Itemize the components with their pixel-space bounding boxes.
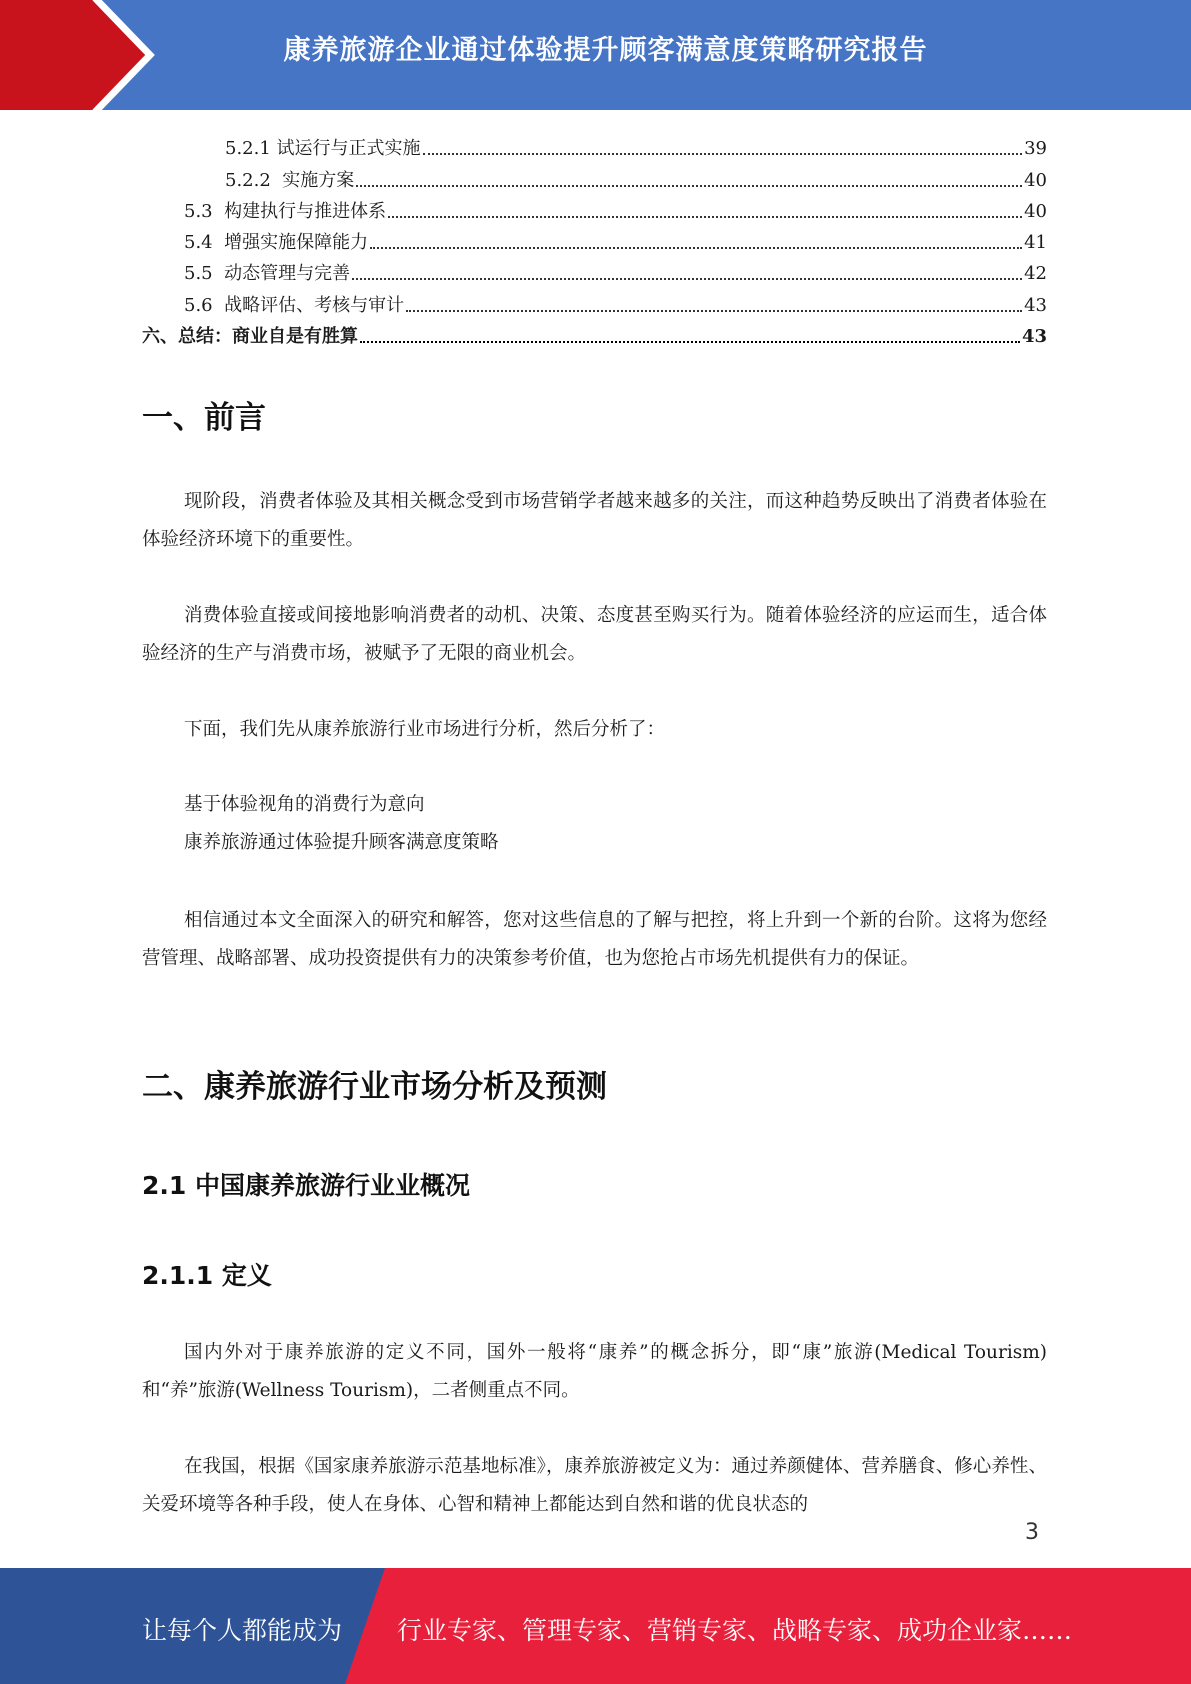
toc-entry[interactable] [142, 130, 1047, 161]
toc-leader-dots [423, 153, 1023, 155]
toc-entry[interactable] [142, 224, 1047, 255]
table-of-contents [142, 130, 1047, 349]
toc-entry-page: 41 [1024, 232, 1047, 254]
footer-slogan-right: 行业专家、管理专家、营销专家、战略专家、成功企业家…… [397, 1616, 1073, 1645]
toc-entry-label: 增强实施保障能力 [224, 232, 369, 254]
toc-entry-number: 5.4 [184, 232, 225, 254]
toc-leader-dots [352, 278, 1022, 280]
toc-leader-dots [360, 341, 1020, 343]
toc-entry-number: 5.5 [184, 263, 225, 285]
page-header [0, 0, 1191, 110]
toc-entry[interactable] [142, 318, 1047, 349]
toc-entry-label: 六、总结：商业自是有胜算 [142, 326, 358, 348]
preface-paragraph-1: 现阶段，消费者体验及其相关概念受到市场营销学者越来越多的关注，而这种趋势反映出了消费者体验在体验经济环境下的重要性。 [142, 491, 1047, 550]
section-heading-preface: 一、前言 [142, 400, 266, 436]
preface-paragraph-4: 相信通过本文全面深入的研究和解答，您对这些信息的了解与把控，将上升到一个新的台阶。这将为您经营管理、战略部署、成功投资提供有力的决策参考价值，也为您抢占市场先机提供有力的保证。 [142, 910, 1047, 969]
toc-entry-number: 5.3 [184, 200, 225, 222]
toc-entry[interactable] [142, 286, 1047, 317]
toc-leader-dots [370, 247, 1022, 249]
toc-entry[interactable] [142, 161, 1047, 192]
toc-leader-dots [388, 216, 1022, 218]
preface-list-item-2: 康养旅游通过体验提升顾客满意度策略 [184, 832, 499, 853]
toc-entry-page: 42 [1024, 263, 1047, 285]
toc-entry-page: 40 [1024, 169, 1047, 191]
toc-entry-label: 构建执行与推进体系 [224, 200, 387, 222]
definition-paragraph-1: 国内外对于康养旅游的定义不同，国外一般将“康养”的概念拆分，即“康”旅游(Medical Tourism)和“养”旅游(Wellness Tourism)，二者侧重点不同。 [142, 1342, 1047, 1401]
toc-entry-number: 5.2.2 [225, 169, 283, 191]
toc-entry-number: 5.6 [184, 294, 225, 316]
toc-entry-page: 43 [1024, 294, 1047, 316]
toc-leader-dots [406, 310, 1022, 312]
toc-leader-dots [356, 185, 1022, 187]
toc-entry-label: 实施方案 [282, 169, 355, 191]
report-title: 康养旅游企业通过体验提升顾客满意度策略研究报告 [283, 35, 928, 66]
definition-paragraph-2: 在我国，根据《国家康养旅游示范基地标准》，康养旅游被定义为：通过养颜健体、营养膳食、修心养性、关爱环境等各种手段，使人在身体、心智和精神上都能达到自然和谐的优良状态的 [142, 1456, 1047, 1515]
footer-slogan-left: 让每个人都能成为 [142, 1616, 343, 1645]
toc-entry-page: 39 [1024, 138, 1047, 160]
page-footer [0, 1568, 1191, 1684]
toc-entry[interactable] [142, 193, 1047, 224]
subsection-heading-definition: 2.1.1 定义 [142, 1261, 272, 1290]
section-heading-market: 二、康养旅游行业市场分析及预测 [142, 1069, 607, 1105]
preface-paragraph-3: 下面，我们先从康养旅游行业市场进行分析，然后分析了： [184, 719, 666, 740]
toc-entry-label: 试运行与正式实施 [276, 138, 421, 160]
toc-entry-page: 40 [1024, 200, 1047, 222]
page-number: 3 [1025, 1520, 1039, 1545]
preface-list-item-1: 基于体验视角的消费行为意向 [184, 794, 425, 815]
toc-entry-label: 战略评估、考核与审计 [224, 294, 405, 316]
preface-paragraph-2: 消费体验直接或间接地影响消费者的动机、决策、态度甚至购买行为。随着体验经济的应运而生，适合体验经济的生产与消费市场，被赋予了无限的商业机会。 [142, 605, 1047, 664]
subsection-heading-overview: 2.1 中国康养旅游行业业概况 [142, 1171, 470, 1200]
toc-entry-page: 43 [1021, 326, 1047, 348]
toc-entry[interactable] [142, 255, 1047, 286]
toc-entry-number: 5.2.1 [225, 138, 277, 160]
toc-entry-label: 动态管理与完善 [224, 263, 351, 285]
